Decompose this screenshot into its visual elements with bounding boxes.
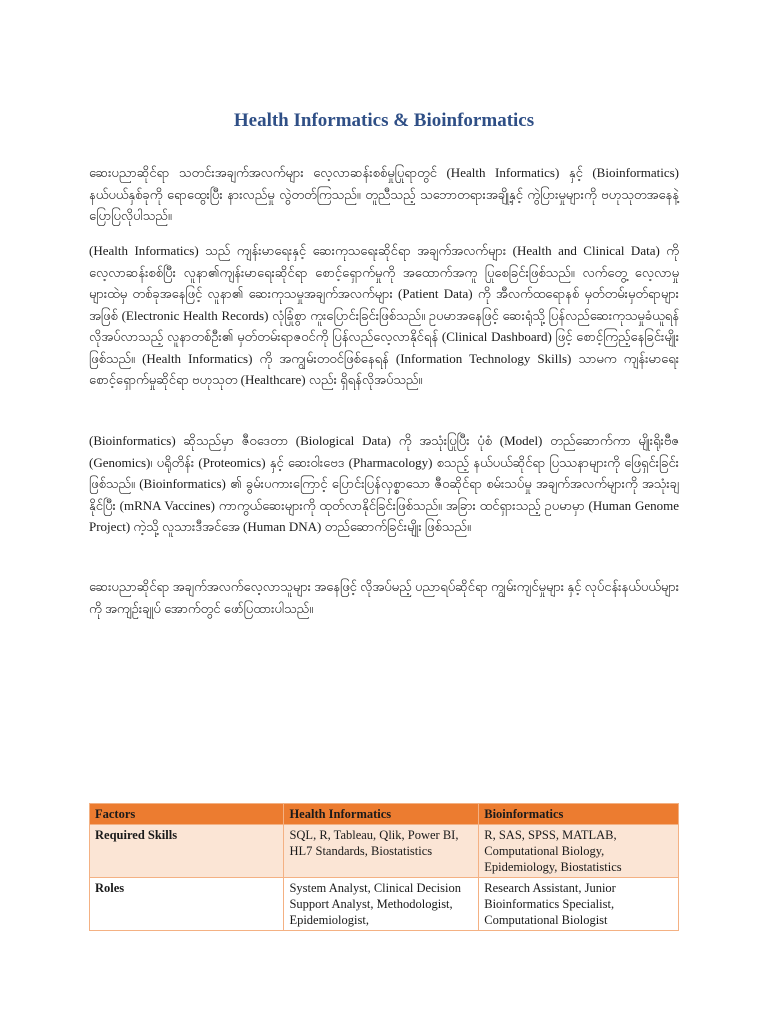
paragraph-health-informatics: (Health Informatics) သည် ကျန်းမာရေးနှင့် ဆေးကုသရေးဆိုင်ရာ အချက်အလက်များ (Health and Clinical Data) ကို လေ့လာဆန်းစစ်ပြီး လူနာ၏ကျန်းမာရေးဆိုင်ရာ စောင့်ရှောက်မှုကို အထောက်အကူ ပြုစေခြင်းဖြစ်သည်။ လက်တွေ့ လေ့လာမှုများ‌ထဲမှ တစ်ခုအနေဖြင့် လူနာ၏ ဆေးကုသမှုအချက်အလက်များ (Patient Data) ကို အီလက်ထရောနစ် မှတ်တမ်းမှတ်ရာများအဖြစ် (Electronic Health Records) လုံခြုံစွာ ကူးပြောင်းခြင်းဖြစ်သည်။ ဥပမာအနေဖြင့် ဆေးရုံသို့ ပြန်လည်ဆေးကုသမှုခံယူရန် လိုအပ်လာသည့် လူနာတစ်ဦး၏ မှတ်တမ်းရာဇဝင်ကို ပြန်လည်လေ့လာနိုင်ရန် (Clinical Dashboard) ဖြင့် စောင့်ကြည့်နေခြင်းမျိုး ဖြစ်သည်။ (Health Informatics) ကို အကျွမ်းတဝင်ဖြစ်နေရန် (Information Technology Skills) သာမက ကျန်းမာရေးစောင့်ရှောက်မှုဆိုင်ရာ ဗဟုသုတ (Healthcare) လည်း ရှိရန်လိုအပ်သည်။ xyxy=(89,243,679,387)
table-cell: Research Assistant, Junior Bioinformatics Specialist, Computational Biologist xyxy=(479,878,679,931)
table-cell: R, SAS, SPSS, MATLAB, Computational Biology, Epidemiology, Biostatistics xyxy=(479,825,679,878)
table-row xyxy=(90,825,679,878)
row-label: Roles xyxy=(90,878,284,931)
header-health-informatics: Health Informatics xyxy=(284,804,479,825)
paragraph-bioinformatics: (Bioinformatics) ဆိုသည်မှာ ဇီဝဒေတာ (Biological Data) ကို အသုံးပြုပြီး ပုံစံ (Model) တည်ဆောက်ကာ မျိုးရိုးဗီဇ (Genomics)၊ ပရိုတိန်း (Proteomics) နှင့် ဆေးဝါးဗေဒ (Pharmacology) စသည့် နယ်ပယ်ဆိုင်ရာ ပြဿနာများကို ဖြေရှင်းခြင်းဖြစ်သည်။ (Bioinformatics) ၏ ခွမ်းပကားကြောင့် ပြောင်းပြန်လှစ္စာသော ဇီဝဆိုင်ရာ စမ်းသပ်မှု အချက်အလက်များကို အသုံးချနိုင်ပြီး (mRNA Vaccines) ကာကွယ်ဆေးများကို ထုတ်လာနိုင်ခြင်းဖြစ်သည်။ အခြား ထင်ရှားသည့် ဥပမာမှာ (Human Genome Project) ကဲ့သို့ လူသားဒီအင်အေ (Human DNA) တည်ဆောက်ခြင်းမျိုး ဖြစ်သည်။ xyxy=(89,433,679,534)
row-label: Required Skills xyxy=(90,825,284,878)
header-factors: Factors xyxy=(90,804,284,825)
comparison-table xyxy=(89,803,679,931)
table-cell: System Analyst, Clinical Decision Support Analyst, Methodologist, Epidemiologist, xyxy=(284,878,479,931)
table-cell: SQL, R, Tableau, Qlik, Power BI, HL7 Standards, Biostatistics xyxy=(284,825,479,878)
document-title: Health Informatics & Bioinformatics xyxy=(233,110,535,131)
header-bioinformatics: Bioinformatics xyxy=(479,804,679,825)
table-header-row xyxy=(90,804,679,825)
table-row xyxy=(90,878,679,931)
paragraph-intro: ဆေးပညာဆိုင်ရာ သတင်းအချက်အလက်များ လေ့လာဆန်းစစ်မှုပြုရာတွင် (Health Informatics) နှင့် (Bioinformatics) နယ်ပယ်နှစ်ခုကို ရောထွေးပြီး နားလည်မှု လွဲတတ်ကြသည်။ တူညီသည့် သဘောတရားအချို့နှင့် ကွဲပြားမှုများကို ဗဟုသုတအနေနဲ့ ပြောပြလိုပါသည်။ xyxy=(89,165,679,223)
paragraph-summary: ဆေးပညာဆိုင်ရာ အချက်အလက်လေ့လာသူများ အနေဖြင့် လိုအပ်မည့် ပညာရပ်ဆိုင်ရာ ကျွမ်းကျင်မှုများ နှင့် လုပ်ငန်းနယ်ပယ်များကို အကျဉ်းချုပ် အောက်တွင် ဖော်ပြထားပါသည်။ xyxy=(89,579,679,616)
